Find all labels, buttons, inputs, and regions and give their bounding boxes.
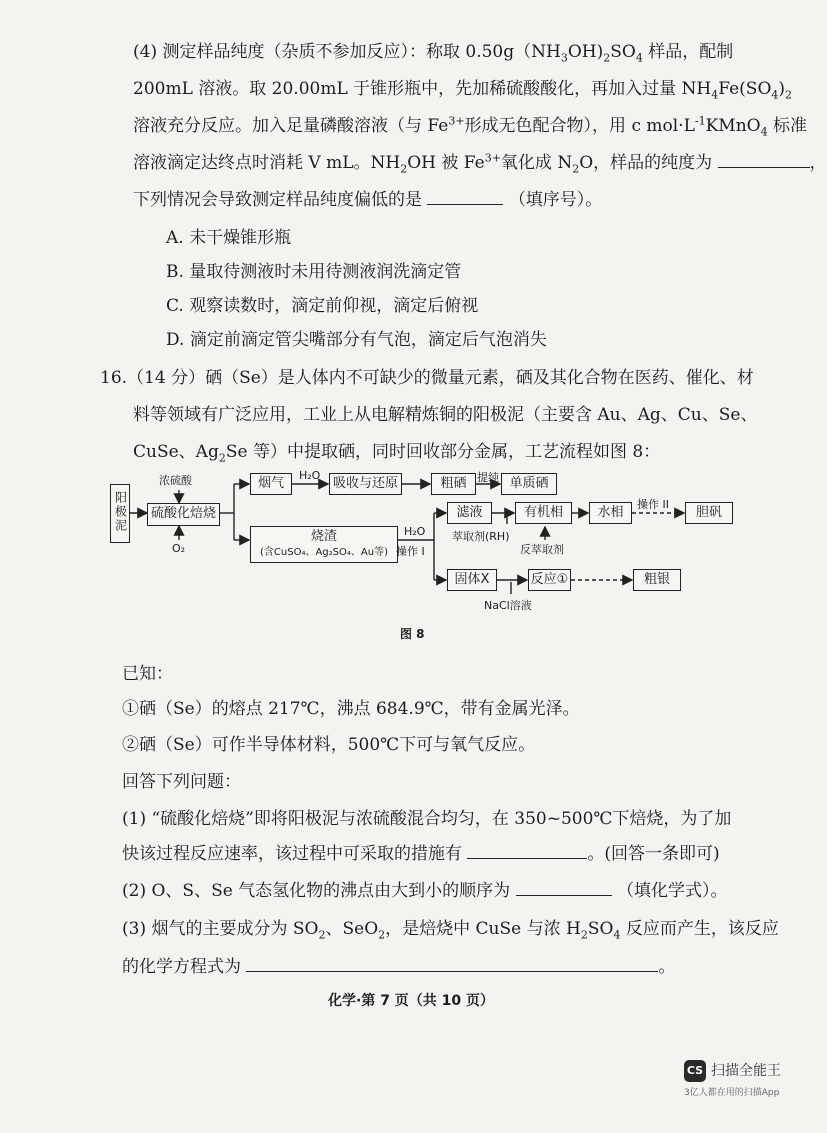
figure-caption: 图 8 (400, 627, 425, 641)
equation-answer-blank[interactable] (246, 955, 658, 972)
o2-label: O₂ (172, 542, 186, 555)
page-footer: 化学·第 7 页（共 10 页） (328, 993, 495, 1009)
known-title: 已知： (122, 664, 173, 684)
option-b: B. 量取待测液时未用待测液润洗滴定管 (166, 262, 462, 282)
roasting-box: 硫酸化焙烧 (147, 503, 220, 526)
sub2-line: (2) O、S、Se 气态氢化物的沸点由大到小的顺序为 （填化学式）。 (122, 881, 728, 901)
camscanner-logo-icon: CS (684, 1060, 706, 1082)
camscanner-name: 扫描全能王 (711, 1063, 781, 1079)
operation-1-label: 操作 I (396, 545, 425, 558)
sub3-line-1: (3) 烟气的主要成分为 $SO_2$、SeO$_2$，是焙烧中 CuSe 与浓 $H_2SO_4$ 反应而产生，该反应 (122, 919, 779, 942)
known-1: ①硒（Se）的熔点 217℃，沸点 684.9℃，带有金属光泽。 (122, 699, 580, 719)
known-2: ②硒（Se）可作半导体材料，500℃下可与氧气反应。 (122, 735, 536, 755)
reaction-1-box: 反应① (528, 569, 571, 591)
boiling-order-blank[interactable] (516, 879, 612, 896)
option-a: A. 未干燥锥形瓶 (166, 228, 292, 248)
flue-gas-box: 烟气 (250, 473, 292, 495)
blue-vitriol-box: 胆矾 (685, 502, 733, 524)
q16-line-1: 16.（14 分）硒（Se）是人体内不可缺少的微量元素，硒及其化合物在医药、催化、材 (100, 368, 754, 388)
q4-line-2: 200mL 溶液。取 20.00mL 于锥形瓶中，先加稀硫酸酸化，再加入过量 $NH_4Fe(SO_4)_2$ (133, 79, 793, 102)
q4-line-4: 溶液滴定达终点时消耗 V mL。$NH_2OH$ 被 $Fe^{3+}$氧化成 $N_2O$，样品的纯度为 ， (133, 151, 827, 176)
conc-sulfuric-label: 浓硫酸 (159, 474, 192, 487)
back-extractant-label: 反萃取剂 (520, 543, 564, 556)
q4-line-1: (4) 测定样品纯度（杂质不参加反应）：称取 $0.50g(NH_3OH)_2SO_4$ 样品，配制 (133, 42, 734, 65)
organic-phase-box: 有机相 (515, 502, 572, 524)
calcine-components: (含CuSO₄、Ag₂SO₄、Au等) (260, 547, 388, 558)
elemental-se-box: 单质硒 (501, 473, 557, 495)
water-top-label: H₂O (299, 469, 321, 482)
purity-answer-blank[interactable] (718, 151, 810, 168)
sub1-line-1: (1) “硫酸化焙烧”即将阳极泥与浓硫酸混合均匀，在 350~500℃下焙烧，为了加 (122, 809, 732, 829)
option-c: C. 观察读数时，滴定前仰视，滴定后俯视 (166, 296, 479, 316)
crude-ag-box: 粗银 (633, 569, 681, 591)
q16-line-3: CuSe、$Ag_2Se$ 等）中提取硒，同时回收部分金属，工艺流程如图 8： (133, 442, 661, 465)
error-choice-blank[interactable] (427, 188, 503, 205)
absorb-reduce-box: 吸收与还原 (329, 473, 402, 495)
q4-line-5: 下列情况会导致测定样品纯度偏低的是 （填序号）。 (133, 190, 603, 210)
camscanner-tagline: 3亿人都在用的扫描App (684, 1088, 780, 1098)
crude-se-box: 粗硒 (431, 473, 476, 495)
sub1-line-2: 快该过程反应速率，该过程中可采取的措施有 。(回答一条即可) (122, 844, 720, 864)
q16-line-2: 料等领域有广泛应用，工业上从电解精炼铜的阳极泥（主要含 Au、Ag、Cu、Se、 (133, 405, 758, 425)
sub3-line-2: 的化学方程式为 。 (122, 957, 676, 977)
measure-answer-blank[interactable] (467, 842, 587, 859)
q4-line-3: 溶液充分反应。加入足量磷酸溶液（与 $Fe^{3+}$形成无色配合物），用 c $mol\cdot L^{-1}KMnO_4$ 标准 (133, 114, 808, 139)
purify-label: 提纯 (477, 471, 499, 484)
calcine-box (250, 526, 398, 563)
nacl-solution-label: NaCl溶液 (484, 599, 532, 612)
calcine-title: 烧渣 (310, 529, 337, 544)
answer-prompt: 回答下列问题： (122, 772, 241, 792)
aqueous-phase-box: 水相 (589, 502, 632, 524)
water-mid-label: H₂O (404, 525, 426, 538)
option-d: D. 滴定前滴定管尖嘴部分有气泡，滴定后气泡消失 (166, 330, 547, 350)
anode-mud-box: 阳极泥 (110, 484, 130, 543)
operation-2-label: 操作 II (637, 498, 669, 511)
solid-x-box: 固体X (447, 569, 497, 591)
extractant-label: 萃取剂(RH) (452, 530, 510, 543)
filtrate-box: 滤液 (447, 502, 492, 524)
